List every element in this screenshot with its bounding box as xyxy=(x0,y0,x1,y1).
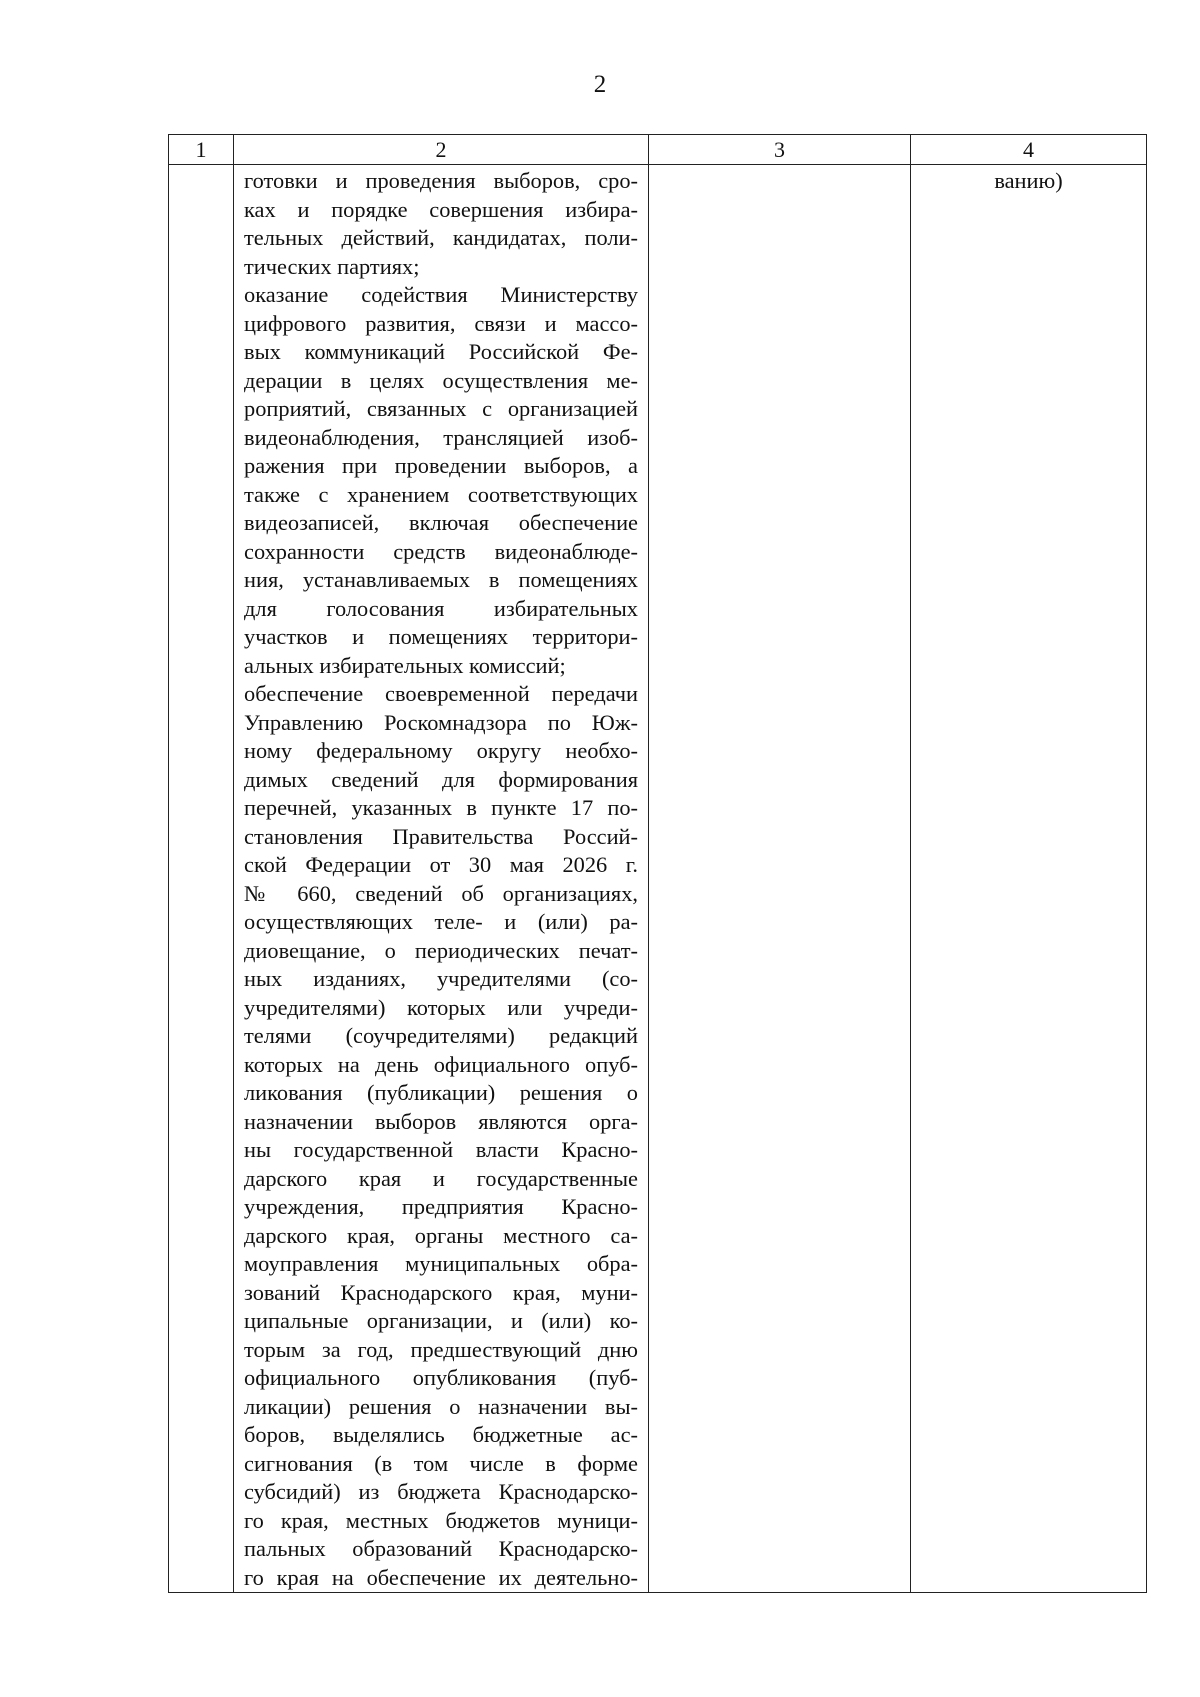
text-line: тельных действий, кандидатах, поли- xyxy=(244,225,638,250)
text-line: тических партиях; xyxy=(244,253,420,279)
text-line: перечней, указанных в пункте 17 по- xyxy=(244,795,638,820)
text-line: ликации) решения о назначении вы- xyxy=(244,1393,638,1419)
text-line: боров, выделялись бюджетные ас- xyxy=(244,1422,638,1447)
text-line: моуправления муниципальных обра- xyxy=(244,1251,638,1276)
text-line: учреждения, предприятия Красно- xyxy=(244,1194,638,1219)
table-row xyxy=(169,165,1147,1593)
text-line: также с хранением соответствующих xyxy=(244,481,638,507)
text-line: ния, устанавливаемых в помещениях xyxy=(244,567,638,592)
text-line: дарского края и государственные xyxy=(244,1165,638,1191)
text-line: становления Правительства Россий- xyxy=(244,823,638,849)
text-line: ской Федерации от 30 мая 2026 г. xyxy=(244,852,638,877)
text-line: № 660, сведений об организациях, xyxy=(244,880,638,906)
text-line: торым за год, предшествующий дню xyxy=(244,1336,638,1362)
text-line: субсидий) из бюджета Краснодарско- xyxy=(244,1479,638,1504)
text-line: назначении выборов являются орга- xyxy=(244,1108,638,1134)
text-line: го края, местных бюджетов муници- xyxy=(244,1507,638,1533)
text-line: учредителями) которых или учреди- xyxy=(244,994,638,1020)
cell-column-2 xyxy=(234,165,649,1593)
cell-column-4 xyxy=(911,165,1147,1593)
text-line: диовещание, о периодических печат- xyxy=(244,937,638,963)
cell-column-1 xyxy=(169,165,234,1593)
text-line: участков и помещениях территори- xyxy=(244,624,638,649)
text-line: осуществляющих теле- и (или) ра- xyxy=(244,909,638,934)
text-line: оказание содействия Министерству xyxy=(244,282,638,307)
text-line: ных изданиях, учредителями (со- xyxy=(244,966,638,991)
text-line: которых на день официального опуб- xyxy=(244,1051,638,1077)
cell-column-3 xyxy=(649,165,911,1593)
document-table xyxy=(168,134,1147,1593)
text-line: ному федеральному округу необхо- xyxy=(244,738,638,763)
text-line: сохранности средств видеонаблюде- xyxy=(244,538,638,564)
text-line: готовки и проведения выборов, сро- xyxy=(244,168,638,193)
text-line: го края на обеспечение их деятельно- xyxy=(244,1564,638,1590)
text-line: дарского края, органы местного са- xyxy=(244,1222,638,1248)
text-line: телями (соучредителями) редакций xyxy=(244,1023,638,1048)
column-header-1: 1 xyxy=(169,135,234,165)
column-header-4: 4 xyxy=(911,135,1147,165)
text-line: димых сведений для формирования xyxy=(244,766,638,792)
text-line: ликования (публикации) решения о xyxy=(244,1080,638,1105)
text-line: сигнования (в том числе в форме xyxy=(244,1450,638,1476)
text-line: видеонаблюдения, трансляцией изоб- xyxy=(244,424,638,450)
text-line: официального опубликования (пуб- xyxy=(244,1365,638,1390)
page-number: 2 xyxy=(593,71,607,98)
text-line: ны государственной власти Красно- xyxy=(244,1137,638,1162)
text-line: роприятий, связанных с организацией xyxy=(244,396,638,421)
text-line: ципальные организации, и (или) ко- xyxy=(244,1308,638,1333)
text-line: вых коммуникаций Российской Фе- xyxy=(244,339,638,364)
column-4-text: ванию) xyxy=(994,168,1063,193)
table-header-row xyxy=(169,135,1147,165)
text-line: цифрового развития, связи и массо- xyxy=(244,310,638,336)
text-line: видеозаписей, включая обеспечение xyxy=(244,510,638,535)
text-line: обеспечение своевременной передачи xyxy=(244,681,638,706)
column-header-2: 2 xyxy=(234,135,649,165)
text-line: ражения при проведении выборов, а xyxy=(244,453,638,478)
text-line: Управлению Роскомнадзора по Юж- xyxy=(244,709,638,735)
column-2-text xyxy=(234,165,648,1592)
text-line: альных избирательных комиссий; xyxy=(244,652,566,678)
text-line: пальных образований Краснодарско- xyxy=(244,1536,638,1561)
text-line: ках и порядке совершения избира- xyxy=(244,196,638,222)
text-line: для голосования избирательных xyxy=(244,595,638,621)
column-header-3: 3 xyxy=(649,135,911,165)
text-line: зований Краснодарского края, муни- xyxy=(244,1279,638,1305)
text-line: дерации в целях осуществления ме- xyxy=(244,367,638,393)
